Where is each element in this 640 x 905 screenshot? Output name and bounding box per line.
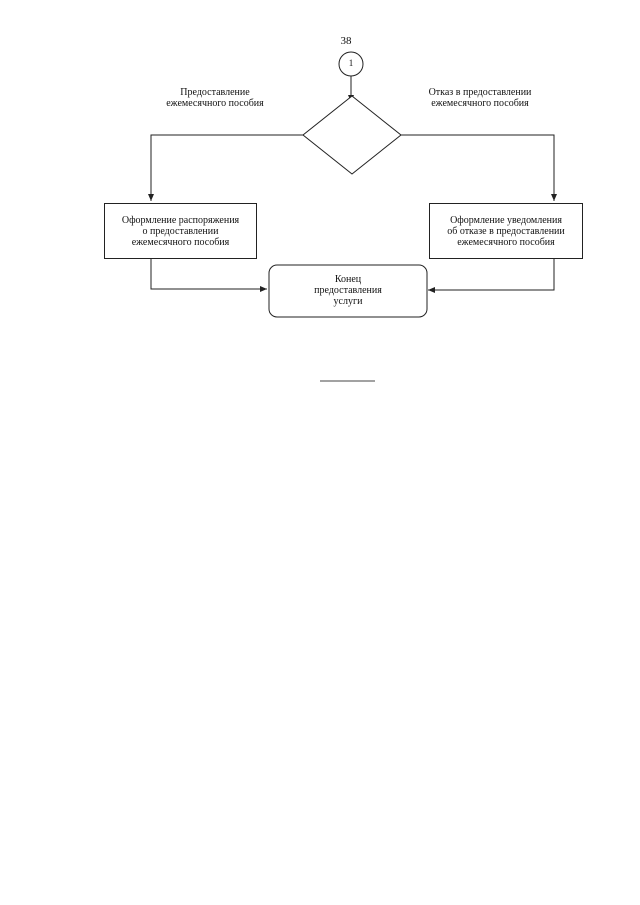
branch-label-grant: Предоставление ежемесячного пособия (166, 87, 264, 109)
page-number: 38 (340, 35, 352, 47)
connector-label: 1 (348, 58, 354, 68)
refusal-notice-box: Оформление уведомления об отказе в предоставлении ежемесячного пособия (429, 203, 583, 259)
decision-diamond (303, 96, 401, 174)
grant-order-box: Оформление распоряжения о предоставлении ежемесячного пособия (104, 203, 257, 259)
branch-label-refuse: Отказ в предоставлении ежемесячного пособия (428, 87, 532, 109)
arrow-decision-to-grant (151, 135, 303, 201)
arrow-decision-to-refuse (401, 135, 554, 201)
end-terminator-label: Конец предоставления услуги (314, 274, 382, 307)
arrow-refuse-to-end (428, 258, 554, 290)
arrow-grant-to-end (151, 258, 267, 289)
